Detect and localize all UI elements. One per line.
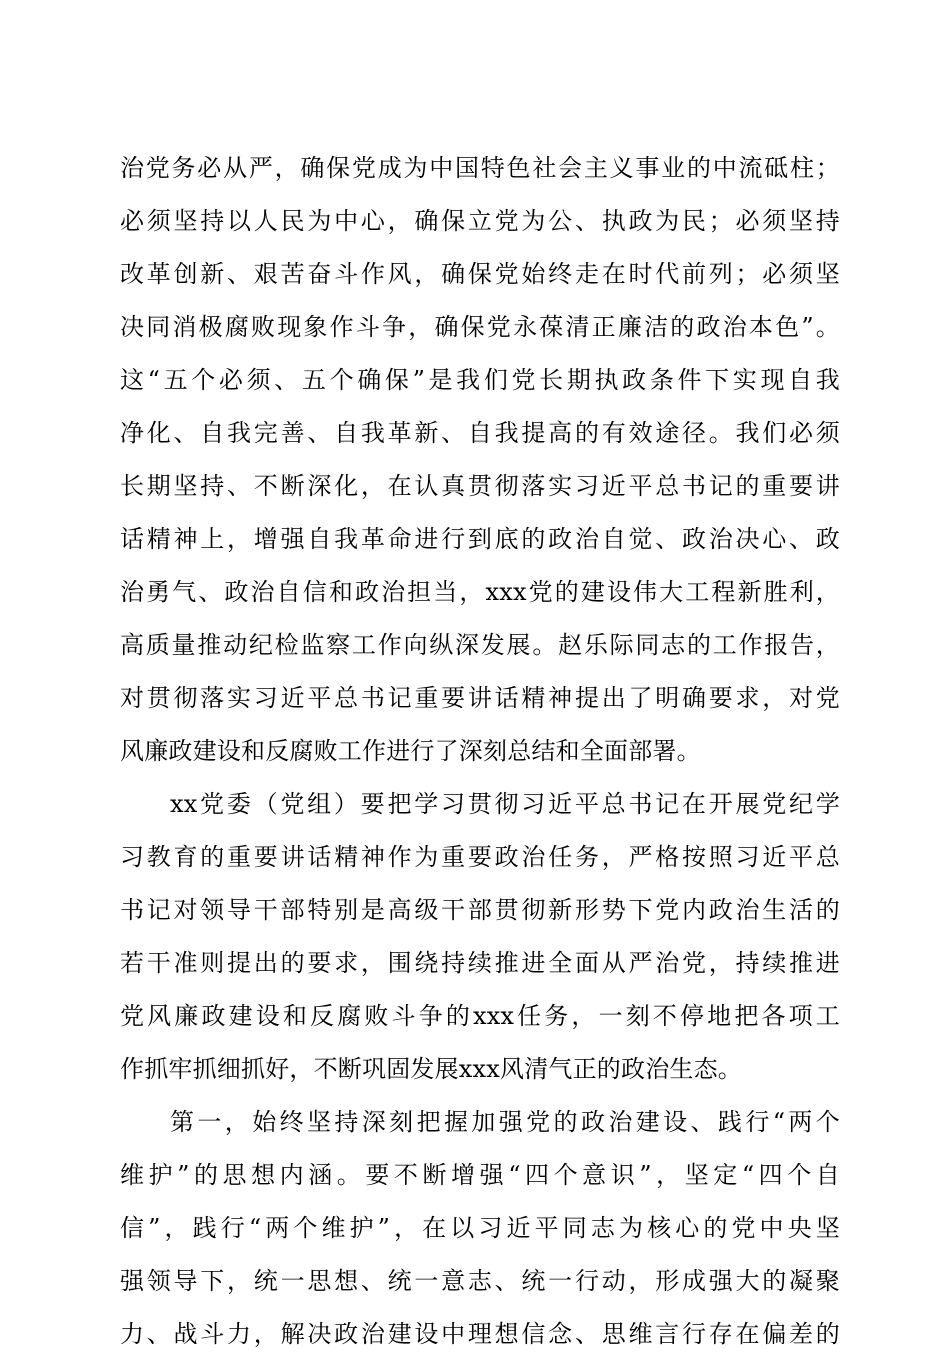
text-line: 作抓牢抓细抓好，不断巩固发展xxx风清气正的政治生态。 xyxy=(120,1055,743,1083)
document-body xyxy=(120,142,840,1361)
text-line: 党风廉政建设和反腐败斗争的xxx任务，一刻不停地把各项工 xyxy=(120,1002,840,1030)
text-line: 这“五个必须、五个确保”是我们党长期执政条件下实现自我 xyxy=(120,366,840,394)
text-line: 书记对领导干部特别是高级干部贯彻新形势下党内政治生活的 xyxy=(120,896,840,924)
text-line: 第一，始终坚持深刻把握加强党的政治建设、践行“两个 xyxy=(170,1108,840,1136)
text-line: 长期坚持、不断深化，在认真贯彻落实习近平总书记的重要讲 xyxy=(120,472,840,500)
text-line: 治党务必从严，确保党成为中国特色社会主义事业的中流砥柱； xyxy=(120,154,840,182)
text-line: 习教育的重要讲话精神作为重要政治任务，严格按照习近平总 xyxy=(120,843,840,871)
text-line: 若干准则提出的要求，围绕持续推进全面从严治党，持续推进 xyxy=(120,949,840,977)
paragraph-3 xyxy=(120,1096,840,1361)
text-line: 风廉政建设和反腐败工作进行了深刻总结和全面部署。 xyxy=(120,737,701,765)
text-line: 改革创新、艰苦奋斗作风，确保党始终走在时代前列；必须坚 xyxy=(120,260,840,288)
text-line: 信”，践行“两个维护”，在以习近平同志为核心的党中央坚 xyxy=(120,1214,840,1242)
text-line: 治勇气、政治自信和政治担当，xxx党的建设伟大工程新胜利， xyxy=(120,578,840,606)
text-line: 话精神上，增强自我革命进行到底的政治自觉、政治决心、政 xyxy=(120,525,840,553)
text-line: 高质量推动纪检监察工作向纵深发展。赵乐际同志的工作报告， xyxy=(120,631,840,659)
paragraph-1 xyxy=(120,142,840,778)
text-line: 必须坚持以人民为中心，确保立党为公、执政为民；必须坚持 xyxy=(120,207,840,235)
text-line: 净化、自我完善、自我革新、自我提高的有效途径。我们必须 xyxy=(120,419,840,447)
text-line: 力、战斗力，解决政治建设中理想信念、思维言行存在偏差的 xyxy=(120,1320,840,1348)
text-line: 强领导下，统一思想、统一意志、统一行动，形成强大的凝聚 xyxy=(120,1267,840,1295)
text-line: 对贯彻落实习近平总书记重要讲话精神提出了明确要求，对党 xyxy=(120,684,840,712)
text-line: 决同消极腐败现象作斗争，确保党永葆清正廉洁的政治本色”。 xyxy=(120,313,840,341)
text-line: 维护”的思想内涵。要不断增强“四个意识”，坚定“四个自 xyxy=(120,1161,840,1189)
paragraph-2 xyxy=(120,778,840,1096)
text-line: xx党委（党组）要把学习贯彻习近平总书记在开展党纪学 xyxy=(170,790,840,818)
